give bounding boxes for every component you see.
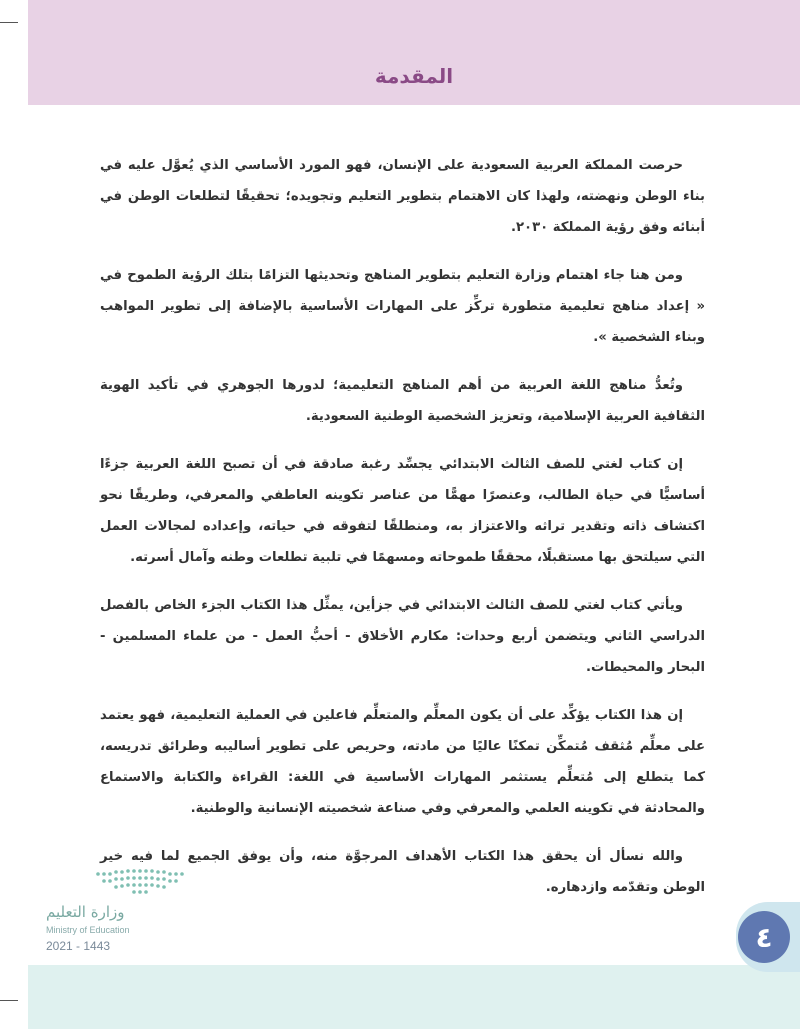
ministry-name-arabic: وزارة التعليم [46,903,125,921]
footer-band [28,965,800,1029]
page-title: المقدمة [374,64,454,88]
ministry-logo [46,866,196,958]
ministry-logo-icon [94,866,194,896]
paragraph: وتُعدُّ مناهج اللغة العربية من أهم المناهج التعليمية؛ لدورها الجوهري في تأكيد الهوية الثقافية العربية الإسلامية، وتعزيز الشخصية الوطنية السعودية. [100,378,705,424]
paragraph: إن كتاب لغتي للصف الثالث الابتدائي يجسِّد رغبة صادقة في أن تصبح اللغة العربية جزءًا أساسيًّا في حياة الطالب، وعنصرًا مهمًّا من عناصر تكوينه العاطفي والمعرفي، وطريقًا نحو اكتشاف ذاته وتقدير تراثه والاعتزاز به، ومنطلقًا لتفوقه في حياته، وإعداده لمجالات العمل التي سيلتحق بها مستقبلًا، محققًا طموحاته ومسهمًا في تلبية تطلعات وطنه وآمال أسرته. [100,457,705,565]
edition-year: 2021 - 1443 [46,939,111,953]
crop-mark [0,22,18,23]
body-text [100,150,705,920]
crop-mark [0,1000,18,1001]
paragraph: والله نسأل أن يحقق هذا الكتاب الأهداف المرجوَّة منه، وأن يوفق الجميع لما فيه خير الوطن وتقدّمه وازدهاره. [100,849,705,895]
paragraph: ومن هنا جاء اهتمام وزارة التعليم بتطوير المناهج وتحديثها التزامًا بتلك الرؤية الطموح في « إعداد مناهج تعليمية متطورة تركِّز على المهارات الأساسية بالإضافة إلى تطوير المواهب وبناء الشخصية ». [100,268,705,345]
header-band [28,0,800,105]
paragraph: ويأتي كتاب لغتي للصف الثالث الابتدائي في جزأين، يمثِّل هذا الكتاب الجزء الخاص بالفصل الدراسي الثاني ويتضمن أربع وحدات: مكارم الأخلاق - أحبُّ العمل - من علماء المسلمين - البحار والمحيطات. [100,598,705,675]
paragraph: إن هذا الكتاب يؤكِّد على أن يكون المعلِّم والمتعلِّم فاعلين في العملية التعليمية، فهو يعتمد على معلِّم مُثقف مُتمكِّن تمكنًا عاليًا من مادته، وحريص على تطوير أساليبه وطرائق تدريسه، كما يتطلع إلى مُتعلِّم يستثمر المهارات الأساسية في اللغة: القراءة والكتابة والاستماع والمحادثة في تكوينه العلمي والمعرفي وفي صناعة شخصيته الإنسانية والوطنية. [100,708,705,816]
paragraph: حرصت المملكة العربية السعودية على الإنسان، فهو المورد الأساسي الذي يُعوَّل عليه في بناء الوطن ونهضته، ولهذا كان الاهتمام بتطوير التعليم وتجويده؛ تحقيقًا لتطلعات الوطن في أبنائه وفق رؤية المملكة ٢٠٣٠. [100,158,705,235]
ministry-name-english: Ministry of Education [46,925,130,935]
page-number-badge: ٤ [738,911,790,963]
